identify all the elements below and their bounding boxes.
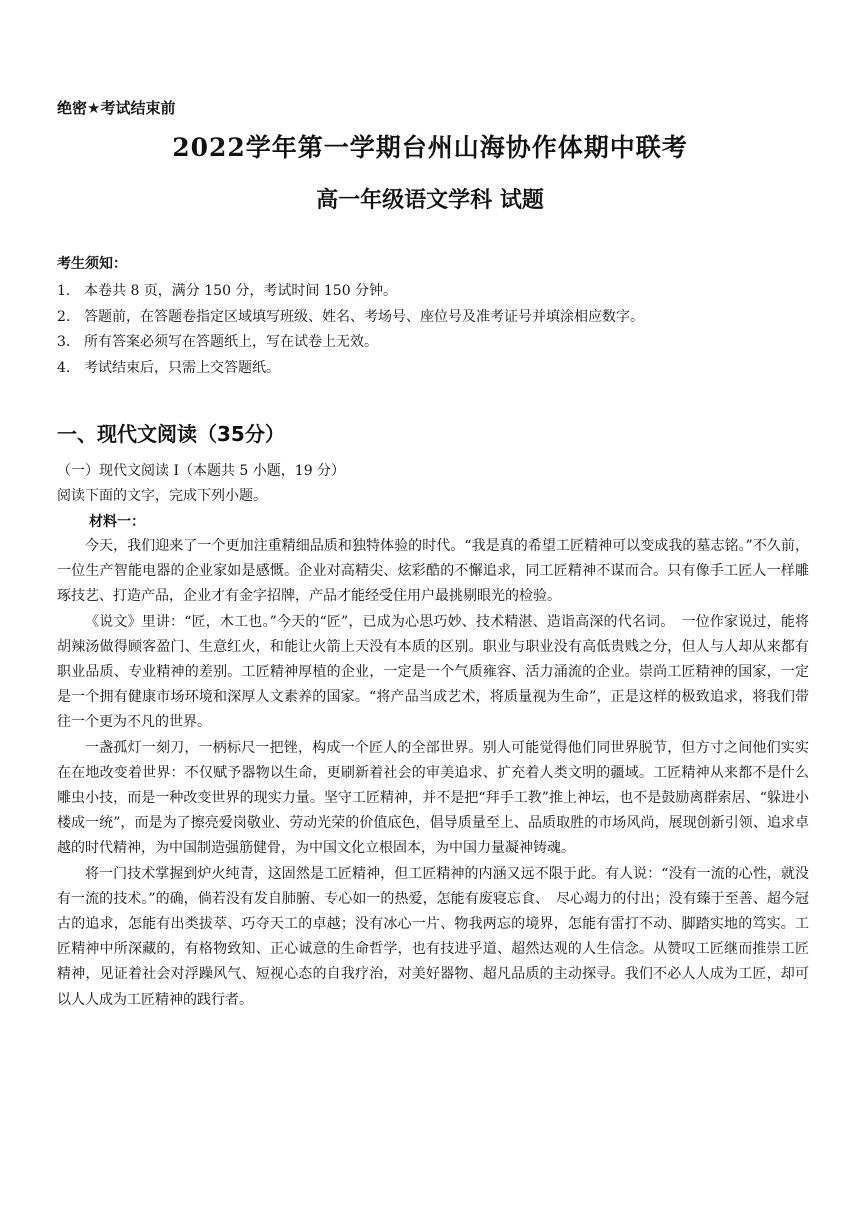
section-instructions (57, 459, 345, 509)
passage-paragraph: 将一门技术掌握到炉火纯青，这固然是工匠精神，但工匠精神的内涵又远不限于此。有人说：“没有一流的心性，就没有一流的技术。”的确，倘若没有发自肺腑、专心如一的热爱，怎能有废寝忘食、 尽心竭力的付出；没有臻于至善、超今冠古的追求，怎能有出类拔萃、巧夺天工的卓越；没有冰心一片、物我两忘的境界，怎能有雷打不动、脚踏实地的笃实。工匠精神中所深藏的，有格物致知、正心诚意的生命哲学，也有技进乎道、超然达观的人生信念。从赞叹工匠继而推崇工匠精神，见证着社会对浮躁风气、短视心态的自我疗治，对美好器物、超凡品质的主动探寻。我们不必人人成为工匠，却可以人人成为工匠精神的践行者。 (57, 865, 809, 1008)
notice-item (57, 330, 644, 356)
notice-number: 1. (57, 283, 71, 299)
passage (57, 534, 809, 1013)
notice-text: 本卷共 8 页，满分 150 分，考试时间 150 分钟。 (84, 283, 398, 299)
material-label: 材料一： (89, 514, 145, 530)
notice-number: 4. (57, 359, 71, 376)
notice-text: 所有答案必须写在答题纸上，写在试卷上无效。 (84, 334, 378, 350)
notice-number: 3. (57, 334, 71, 350)
passage-paragraph: 一盏孤灯一刻刀，一柄标尺一把锉，构成一个匠人的全部世界。别人可能觉得他们同世界脱节，但方寸之间他们实实在在地改变着世界：不仅赋予器物以生命，更刷新着社会的审美追求、扩充着人类文明的疆域。工匠精神从来都不是什么雕虫小技，而是一种改变世界的现实力量。坚守工匠精神，并不是把“拜手工教”推上神坛，也不是鼓励离群索居、“躲进小楼成一统”，而是为了擦亮爱岗敬业、劳动光荣的价值底色，倡导质量至上、品质取胜的市场风尚，展现创新引领、追求卓越的时代精神，为中国制造强筋健骨，为中国文化立根固本，为中国力量凝神铸魂。 (57, 739, 809, 857)
passage-paragraph: 《说文》里讲：“匠，木工也。”今天的“匠”，已成为心思巧妙、技术精湛、造诣高深的代名词。 一位作家说过，能将胡辣汤做得顾客盈门、生意红火，和能让火箭上天没有本质的区别。职业与职业没有高低贵贱之分，但人与人却从来都有职业品质、专业精神的差别。工匠精神厚植的企业，一定是一个气质雍容、活力涌流的企业。崇尚工匠精神的国家，一定是一个拥有健康市场环境和深厚人文素养的国家。“将产品当成艺术，将质量视为生命”，正是这样的极致追求，将我们带往一个更为不凡的世界。 (57, 613, 809, 731)
confidential-label: 绝密★考试结束前 (57, 99, 176, 117)
notice-list (57, 279, 644, 381)
notice-text: 答题前，在答题卷指定区域填写班级、姓名、考场号、座位号及准考证号并填涂相应数字。 (84, 308, 644, 325)
section-heading: 一、现代文阅读（35分） (57, 422, 285, 446)
notice-item (57, 279, 644, 305)
notice-heading: 考生须知： (57, 256, 127, 272)
subsection-title: （一）现代文阅读 I（本题共 5 小题，19 分） (57, 463, 346, 479)
exam-title: 2022学年第一学期台州山海协作体期中联考 (172, 133, 688, 162)
notice-text: 考试结束后，只需上交答题纸。 (84, 359, 280, 376)
passage-paragraph: 今天，我们迎来了一个更加注重精细品质和独特体验的时代。“我是真的希望工匠精神可以变成我的墓志铭。”不久前，一位生产智能电器的企业家如是感慨。企业对高精尖、炫彩酷的不懈追求，同工匠精神不谋而合。只有像手工匠人一样雕琢技艺、打造产品，企业才有金字招牌，产品才能经受住用户最挑剔眼光的检验。 (57, 538, 809, 605)
notice-item (57, 356, 644, 382)
reading-instruction: 阅读下面的文字，完成下列小题。 (57, 488, 267, 504)
exam-subtitle: 高一年级语文学科 试题 (316, 187, 544, 213)
notice-item (57, 305, 644, 331)
notice-number: 2. (57, 308, 71, 325)
